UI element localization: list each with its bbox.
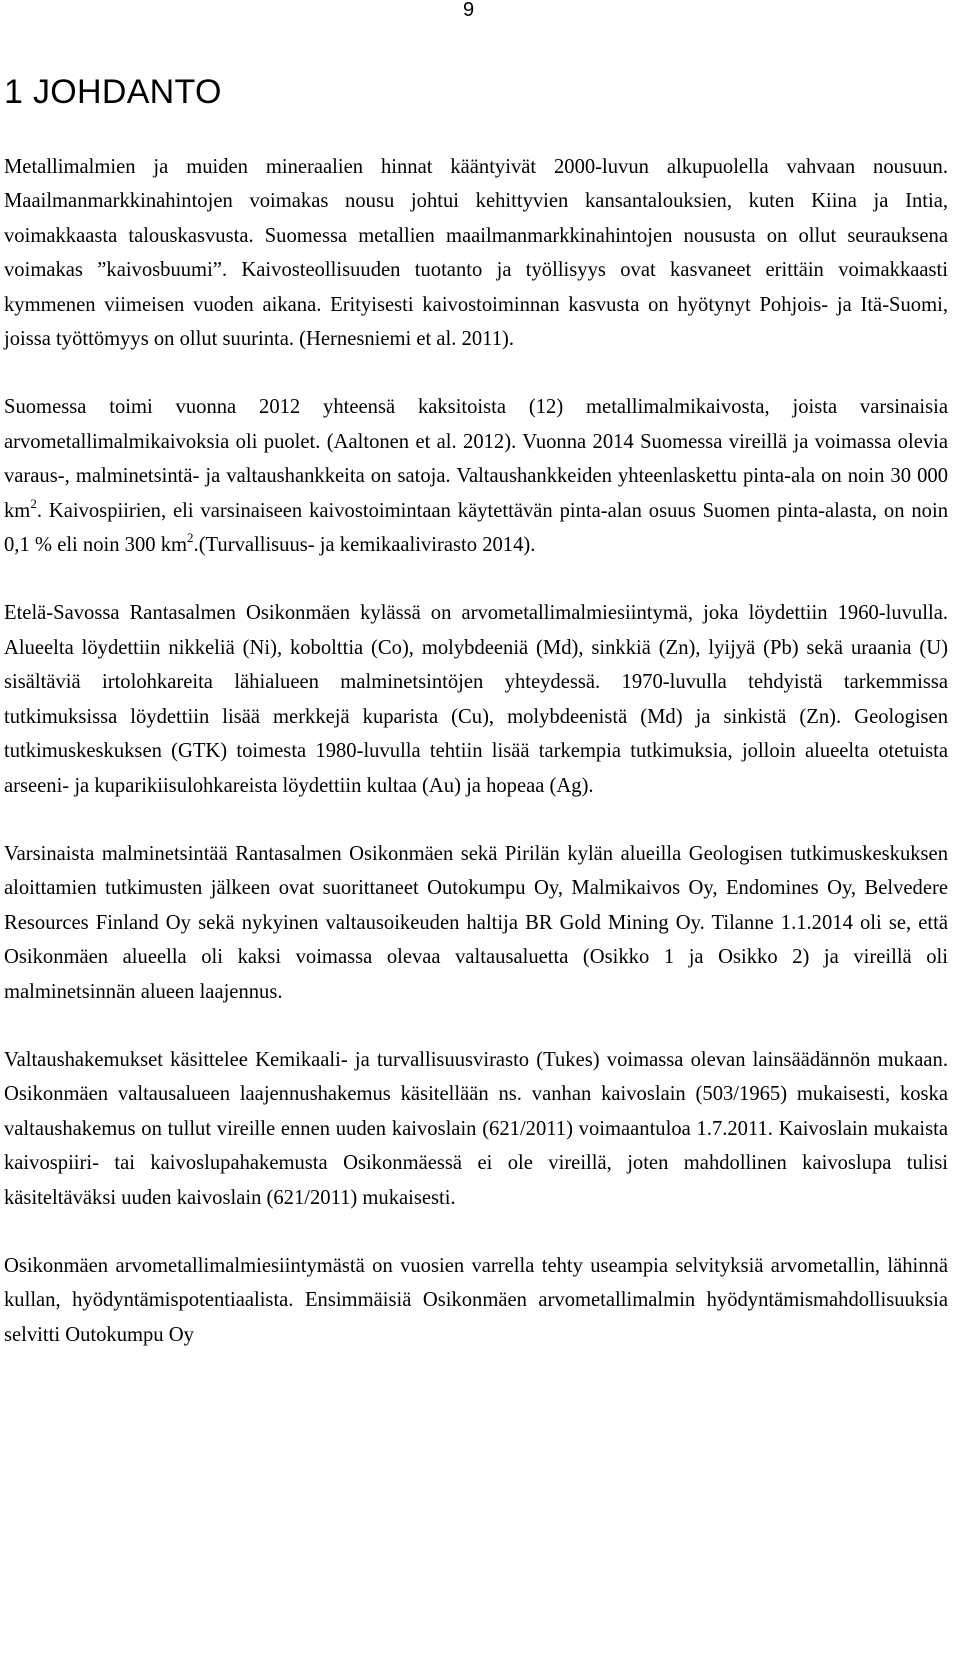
paragraph-text-part: .(Turvallisuus- ja kemikaalivirasto 2014).: [193, 534, 536, 557]
paragraph-text-part: Suomessa toimi vuonna 2012 yhteensä kaksitoista (12) metallimalmikaivosta, joista varsinaisia arvometallimalmikaivoksia oli puolet. (Aaltonen et al. 2012). Vuonna 2014 Suomessa vireillä ja voimassa olevia varaus-, malminetsintä- ja valtaushankkeita on satoja. Valtaushankkeiden yhteenlaskettu pinta-ala on noin 30 000 km: [4, 396, 948, 522]
page-number: 9: [463, 0, 475, 21]
paragraph-legislation: Valtaushakemukset käsittelee Kemikaali- ja turvallisuusvirasto (Tukes) voimassa olevan lainsäädännön mukaan. Osikonmäen valtausalueen laajennushakemus käsitellään ns. vanhan kaivoslain (503/1965) mukaisesti, koska valtaushakemus on tullut vireille ennen uuden kaivoslain (621/2011) voimaantuloa 1.7.2011. Kaivoslain mukaista kaivospiiri- tai kaivoslupahakemusta Osikonmäessä ei ole vireillä, joten mahdollinen kaivoslupa tulisi käsiteltäväksi uuden kaivoslain (621/2011) mukaisesti.: [4, 1048, 948, 1209]
chapter-heading: 1 JOHDANTO: [4, 73, 222, 111]
superscript-exponent: 2: [187, 530, 194, 546]
superscript-exponent: 2: [30, 495, 37, 511]
paragraph-intro: Metallimalmien ja muiden mineraalien hinnat kääntyivät 2000-luvun alkupuolella vahvaan nousuun. Maailmanmarkkinahintojen voimakas nousu johtui kehittyvien kansantalouksien, kuten Kiina ja Intia, voimakkaasta talouskasvusta. Suomessa metallien maailmanmarkkinahintojen noususta on ollut seurauksena voimakas ”kaivosbuumi”. Kaivosteollisuuden tuotanto ja työllisyys ovat kasvaneet erittäin voimakkaasti kymmenen viimeisen vuoden aikana. Erityisesti kaivostoiminnan kasvusta on hyötynyt Pohjois- ja Itä-Suomi, joissa työttömyys on ollut suurinta. (Hernesniemi et al. 2011).: [4, 156, 948, 351]
paragraph-text-part: . Kaivospiirien, eli varsinaiseen kaivostoimintaan käytettävän pinta-alan osuus Suomen pinta-alasta, on noin 0,1 % eli noin 300 km: [4, 499, 948, 557]
body-text: [4, 150, 948, 1386]
paragraph-studies: Osikonmäen arvometallimalmiesiintymästä on vuosien varrella tehty useampia selvityksiä arvometallin, lähinnä kullan, hyödyntämispotentiaalista. Ensimmäisiä Osikonmäen arvometallimalmin hyödyntämismahdollisuuksia selvitti Outokumpu Oy: [4, 1254, 948, 1346]
paragraph-exploration: Varsinaista malminetsintää Rantasalmen Osikonmäen sekä Pirilän kylän alueilla Geologisen tutkimuskeskuksen aloittamien tutkimusten jälkeen ovat suorittaneet Outokumpu Oy, Malmikaivos Oy, Endomines Oy, Belvedere Resources Finland Oy sekä nykyinen valtausoikeuden haltija BR Gold Mining Oy. Tilanne 1.1.2014 oli se, että Osikonmäen alueella oli kaksi voimassa olevaa valtausaluetta (Osikko 1 ja Osikko 2) ja vireillä oli malminetsinnän alueen laajennus.: [4, 842, 948, 1003]
paragraph-osikonmaki-history: Etelä-Savossa Rantasalmen Osikonmäen kylässä on arvometallimalmiesiintymä, joka löydettiin 1960-luvulla. Alueelta löydettiin nikkeliä (Ni), kobolttia (Co), molybdeeniä (Md), sinkkiä (Zn), lyijyä (Pb) sekä uraania (U) sisältäviä irtolohkareita lähialueen malminetsintöjen yhteydessä. 1970-luvulla tehdyistä tarkemmissa tutkimuksissa löydettiin lisää merkkejä kuparista (Cu), molybdeenistä (Md) ja sinkistä (Zn). Geologisen tutkimuskeskuksen (GTK) toimesta 1980-luvulla tehtiin lisää tarkempia tutkimuksia, jolloin alueelta otetuista arseeni- ja kuparikiisulohkareista löydettiin kultaa (Au) ja hopeaa (Ag).: [4, 602, 948, 797]
paragraph-mines-finland: [4, 390, 948, 562]
